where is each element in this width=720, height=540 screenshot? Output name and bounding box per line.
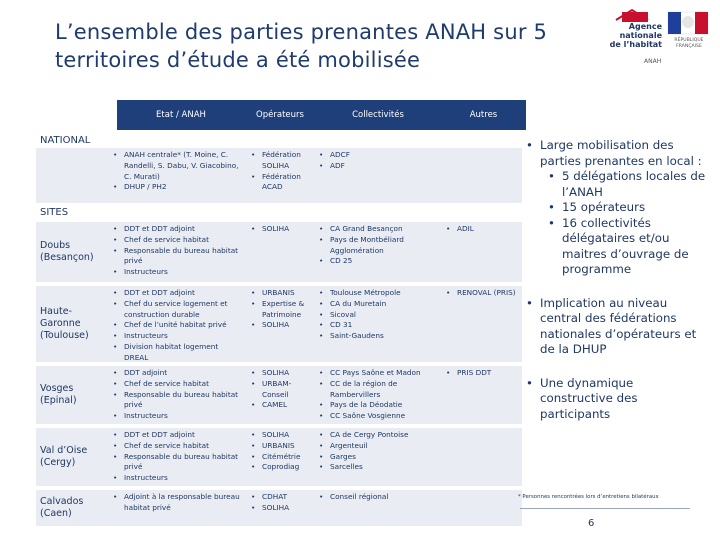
table-row-national — [36, 148, 522, 203]
haute-garonne-collectivites-cell — [319, 288, 444, 342]
table-row-haute-garonne — [36, 286, 522, 362]
val-d-oise-collectivites-cell — [319, 430, 444, 473]
anah-logo-line-3: de l’habitat — [609, 40, 662, 49]
list-item: • Argenteuil — [319, 441, 444, 452]
table-row-vosges — [36, 366, 522, 424]
table-row-val-d-oise — [36, 428, 522, 486]
table-row-doubs — [36, 222, 522, 282]
row-label-val-d-oise: Val d’Oise (Cergy) — [40, 445, 88, 468]
table-row-calvados — [36, 490, 522, 526]
republique-francaise-logo — [664, 10, 712, 72]
section-sites: SITES — [40, 207, 69, 218]
list-item: • PRIS DDT — [446, 368, 518, 379]
list-item: • Fédération SOLIHA — [251, 150, 316, 172]
anah-logo-small: ANAH — [644, 58, 662, 65]
list-item: • ADF — [319, 161, 439, 172]
list-item: • Division habitat logement DREAL — [113, 342, 243, 364]
header-autres: Autres — [469, 110, 498, 120]
list-item: • Instructeurs — [113, 473, 243, 484]
list-item: • ADIL — [446, 224, 518, 235]
doubs-collectivites-cell — [319, 224, 444, 267]
side-sub-bullet — [526, 216, 706, 278]
list-item: • CA du Muretain — [319, 299, 444, 310]
national-etat-cell — [113, 150, 241, 193]
row-label-calvados: Calvados (Caen) — [40, 496, 84, 519]
vosges-collectivites-cell — [319, 368, 444, 422]
list-item: • SOLIHA — [251, 224, 316, 235]
table-header — [117, 100, 526, 130]
side-sub-bullet — [526, 200, 706, 216]
side-sub-bullet — [526, 169, 706, 200]
doubs-autres-cell — [446, 224, 518, 235]
calvados-operateurs-cell — [251, 492, 316, 514]
list-item: • DHUP / PH2 — [113, 182, 241, 193]
list-item: • CC de la région de Rambervillers — [319, 379, 444, 401]
list-item: • Chef de service habitat — [113, 379, 243, 390]
header-operateurs: Opérateurs — [256, 110, 304, 120]
side-commentary — [526, 138, 706, 422]
list-item: • CAMEL — [251, 400, 316, 411]
page-title — [55, 18, 595, 74]
anah-logo — [592, 8, 662, 70]
list-item: • Chef de service habitat — [113, 441, 243, 452]
row-label-vosges: Vosges (Epinal) — [40, 383, 77, 406]
doubs-etat-cell — [113, 224, 243, 278]
row-label-doubs: Doubs (Besançon) — [40, 240, 94, 263]
vosges-operateurs-cell — [251, 368, 316, 411]
list-item: • Toulouse Métropole — [319, 288, 444, 299]
list-item: • URBANIS — [251, 288, 316, 299]
list-item: • Instructeurs — [113, 331, 243, 342]
list-item: • Sicoval — [319, 310, 444, 321]
list-item: • ADCF — [319, 150, 439, 161]
side-bullet-implication: • Implication au niveau central des fédérations nationales d’opérateurs et de la DHUP — [526, 296, 706, 358]
header-collectivites: Collectivités — [352, 110, 404, 120]
list-item: • SOLIHA — [251, 430, 316, 441]
list-item: • Expertise & Patrimoine — [251, 299, 316, 321]
header-etat-anah: Etat / ANAH — [156, 110, 206, 120]
list-item: • Garges — [319, 452, 444, 463]
list-item: • URBANIS — [251, 441, 316, 452]
side-sub-collectivites: 16 collectivités délégataires et/ou maitres d’ouvrage de programme — [562, 215, 689, 276]
sub-bullet-marker: • — [548, 200, 555, 214]
list-item: • CD 25 — [319, 256, 444, 267]
page-number: 6 — [588, 518, 595, 529]
footnote: * Personnes rencontrées lors d’entretiens bilatéraux — [518, 494, 659, 500]
section-national: NATIONAL — [40, 135, 91, 146]
list-item: • DDT adjoint — [113, 368, 243, 379]
list-item: • Chef du service logement et construction durable — [113, 299, 243, 321]
national-collectivites-cell — [319, 150, 439, 172]
list-item: • Coprodiag — [251, 462, 316, 473]
list-item: • CC Saône Vosgienne — [319, 411, 444, 422]
haute-garonne-autres-cell — [446, 288, 518, 299]
rf-logo-text: RÉPUBLIQUE FRANÇAISE — [674, 38, 704, 49]
vosges-etat-cell — [113, 368, 243, 422]
footer-divider — [520, 508, 690, 509]
list-item: • CA de Cergy Pontoise — [319, 430, 444, 441]
national-operateurs-cell — [251, 150, 316, 193]
list-item: • ANAH centrale* (T. Moine, C. Randelli, S. Dabu, V. Giacobino, C. Murati) — [113, 150, 241, 182]
val-d-oise-etat-cell — [113, 430, 243, 484]
list-item: • DDT et DDT adjoint — [113, 224, 243, 235]
list-item: • SOLIHA — [251, 503, 316, 514]
list-item: • Adjoint à la responsable bureau habitat privé — [113, 492, 243, 514]
title-line-1: L’ensemble des parties prenantes ANAH sur 5 — [55, 20, 548, 44]
list-item: • Fédération ACAD — [251, 172, 316, 194]
list-item: • DDT et DDT adjoint — [113, 430, 243, 441]
list-item: • CC Pays Saône et Madon — [319, 368, 444, 379]
list-item: • DDT et DDT adjoint — [113, 288, 243, 299]
calvados-etat-cell — [113, 492, 243, 514]
side-sub-delegations: 5 délégations locales de l’ANAH — [562, 169, 706, 199]
list-item: • Pays de Montbéliard Agglomération — [319, 235, 444, 257]
list-item: • CA Grand Besançon — [319, 224, 444, 235]
list-item: • URBAM-Conseil — [251, 379, 316, 401]
side-bullet-dynamique: • Une dynamique constructive des participants — [526, 376, 706, 423]
list-item: • CDHAT — [251, 492, 316, 503]
anah-logo-line-1: Agence — [628, 22, 662, 31]
list-item: • Sarcelles — [319, 462, 444, 473]
list-item: • SOLIHA — [251, 368, 316, 379]
haute-garonne-etat-cell — [113, 288, 243, 364]
list-item: • Instructeurs — [113, 267, 243, 278]
list-item: • Chef de service habitat — [113, 235, 243, 246]
row-label-haute-garonne: Haute-Garonne (Toulouse) — [40, 306, 89, 341]
side-sub-operateurs: 15 opérateurs — [562, 200, 646, 214]
doubs-operateurs-cell — [251, 224, 316, 235]
anah-logo-text — [604, 22, 662, 49]
vosges-autres-cell — [446, 368, 518, 379]
list-item: • Responsable du bureau habitat privé — [113, 246, 243, 268]
list-item: • Saint-Gaudens — [319, 331, 444, 342]
calvados-collectivites-cell — [319, 492, 444, 503]
list-item: • CD 31 — [319, 320, 444, 331]
title-line-2: territoires d’étude a été mobilisée — [55, 48, 421, 72]
val-d-oise-operateurs-cell — [251, 430, 316, 473]
list-item: • Conseil régional — [319, 492, 444, 503]
haute-garonne-operateurs-cell — [251, 288, 316, 331]
list-item: • Pays de la Déodatie — [319, 400, 444, 411]
sub-bullet-marker: • — [548, 215, 555, 230]
sub-bullet-marker: • — [548, 169, 555, 183]
list-item: • Citémétrie — [251, 452, 316, 463]
list-item: • Responsable du bureau habitat privé — [113, 390, 243, 412]
list-item: • SOLIHA — [251, 320, 316, 331]
side-bullet-mobilisation: • Large mobilisation des parties prenantes en local : — [526, 138, 706, 169]
list-item: • Instructeurs — [113, 411, 243, 422]
anah-logo-line-2: nationale — [619, 31, 662, 40]
list-item: • RENOVAL (PRIS) — [446, 288, 518, 299]
list-item: • Chef de l’unité habitat privé — [113, 320, 243, 331]
list-item: • Responsable du bureau habitat privé — [113, 452, 243, 474]
